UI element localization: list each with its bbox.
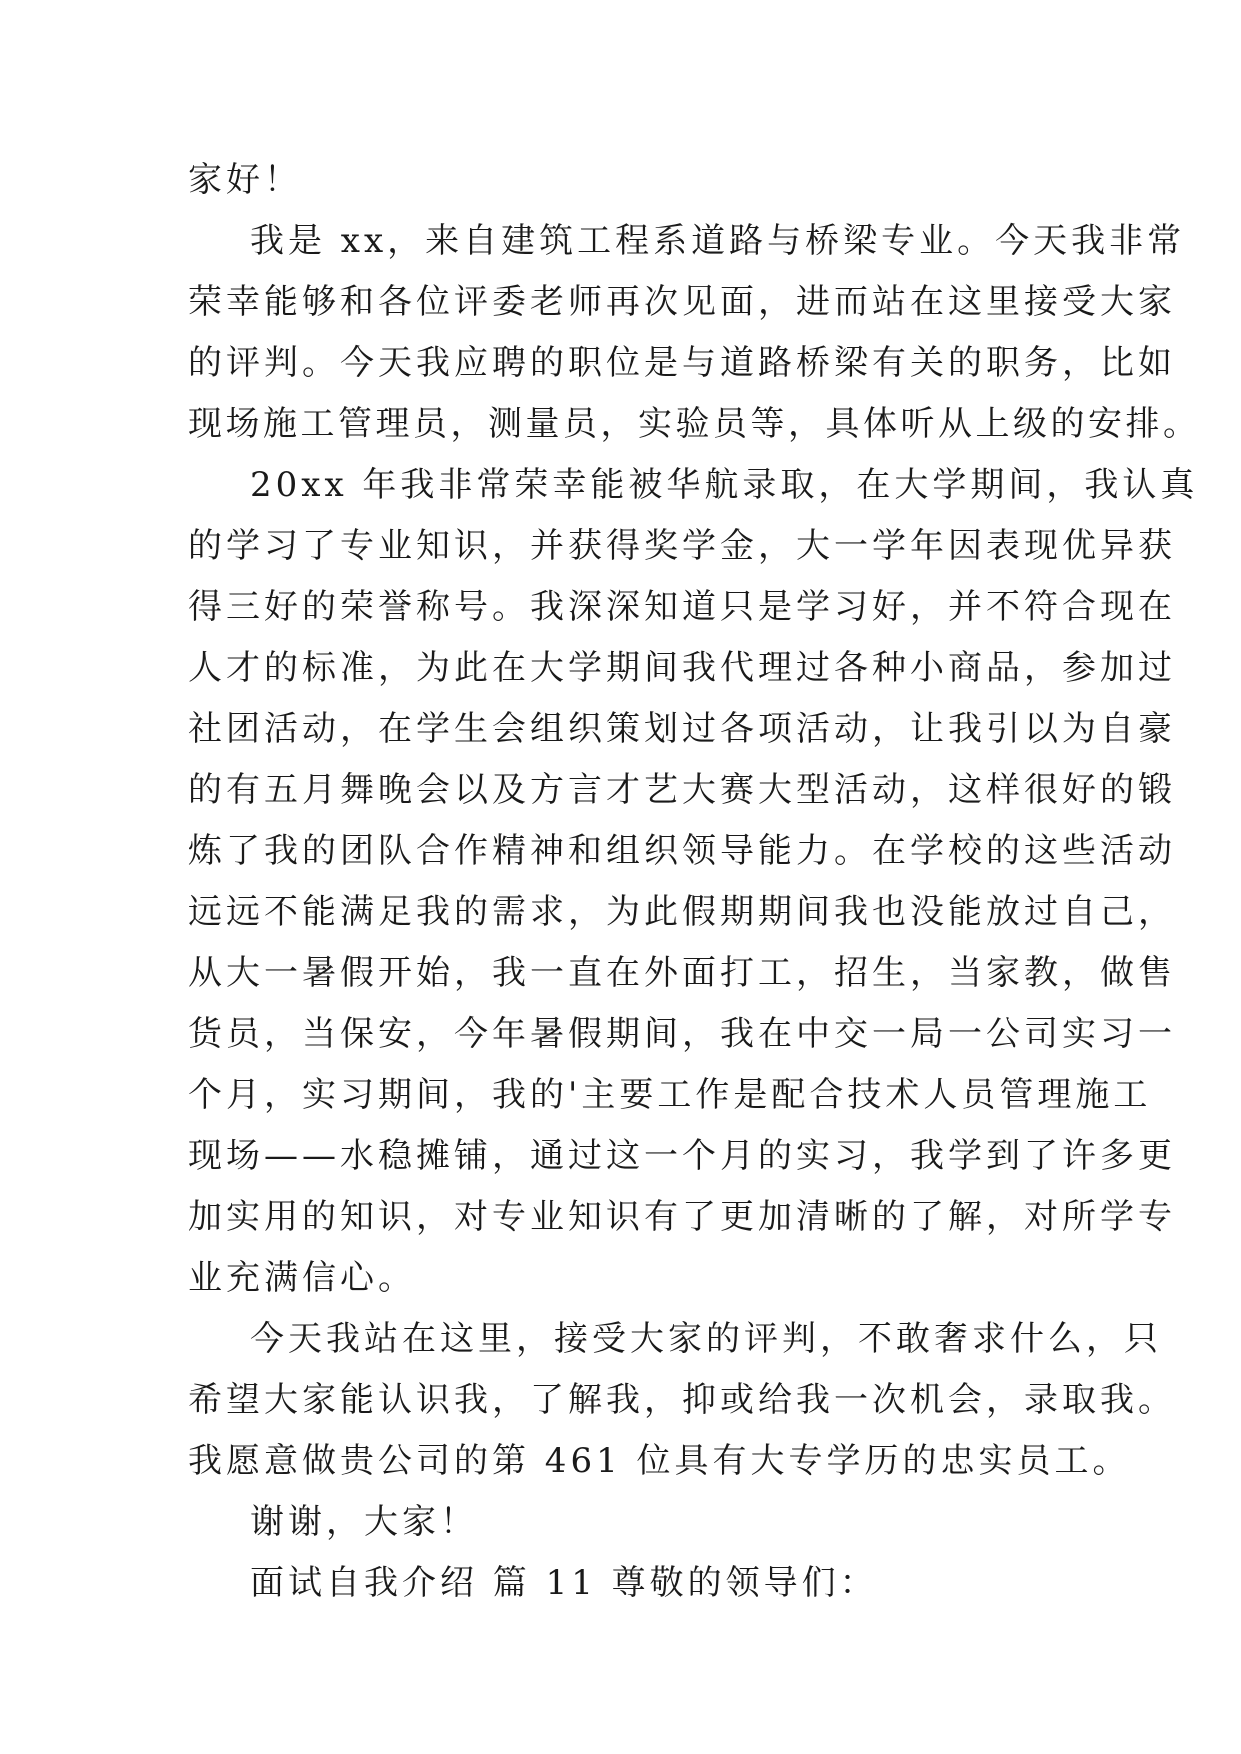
text-line: 得三好的荣誉称号。我深深知道只是学习好，并不符合现在 bbox=[188, 587, 1176, 627]
text-line: 今天我站在这里，接受大家的评判，不敢奢求什么，只 bbox=[250, 1319, 1162, 1359]
text-line: 现场施工管理员，测量员，实验员等，具体听从上级的安排。 bbox=[188, 404, 1201, 444]
text-line: 业充满信心。 bbox=[188, 1258, 416, 1298]
text-line: 社团活动，在学生会组织策划过各项活动，让我引以为自豪 bbox=[188, 709, 1176, 749]
text-line: 的有五月舞晚会以及方言才艺大赛大型活动，这样很好的锻 bbox=[188, 770, 1176, 810]
text-line: 荣幸能够和各位评委老师再次见面，进而站在这里接受大家 bbox=[188, 282, 1176, 322]
text-line: 20xx 年我非常荣幸能被华航录取，在大学期间，我认真 bbox=[250, 465, 1199, 505]
text-line: 现场——水稳摊铺，通过这一个月的实习，我学到了许多更 bbox=[188, 1136, 1176, 1176]
text-line: 远远不能满足我的需求，为此假期期间我也没能放过自己， bbox=[188, 892, 1176, 932]
text-line: 的学习了专业知识，并获得奖学金，大一学年因表现优异获 bbox=[188, 526, 1176, 566]
text-line: 人才的标准，为此在大学期间我代理过各种小商品，参加过 bbox=[188, 648, 1176, 688]
text-line: 我愿意做贵公司的第 461 位具有大专学历的忠实员工。 bbox=[188, 1441, 1131, 1481]
text-line: 货员，当保安，今年暑假期间，我在中交一局一公司实习一 bbox=[188, 1014, 1176, 1054]
text-line: 家好！ bbox=[188, 160, 302, 200]
text-line: 谢谢，大家！ bbox=[250, 1502, 478, 1542]
text-line: 的评判。今天我应聘的职位是与道路桥梁有关的职务，比如 bbox=[188, 343, 1176, 383]
text-line: 炼了我的团队合作精神和组织领导能力。在学校的这些活动 bbox=[188, 831, 1176, 871]
text-line: 从大一暑假开始，我一直在外面打工，招生，当家教，做售 bbox=[188, 953, 1176, 993]
text-line: 加实用的知识，对专业知识有了更加清晰的了解，对所学专 bbox=[188, 1197, 1176, 1237]
text-line: 个月，实习期间，我的'主要工作是配合技术人员管理施工 bbox=[188, 1075, 1152, 1115]
text-line: 我是 xx，来自建筑工程系道路与桥梁专业。今天我非常 bbox=[250, 221, 1186, 261]
text-line: 希望大家能认识我，了解我，抑或给我一次机会，录取我。 bbox=[188, 1380, 1176, 1420]
text-line: 面试自我介绍 篇 11 尊敬的领导们： bbox=[250, 1563, 878, 1603]
